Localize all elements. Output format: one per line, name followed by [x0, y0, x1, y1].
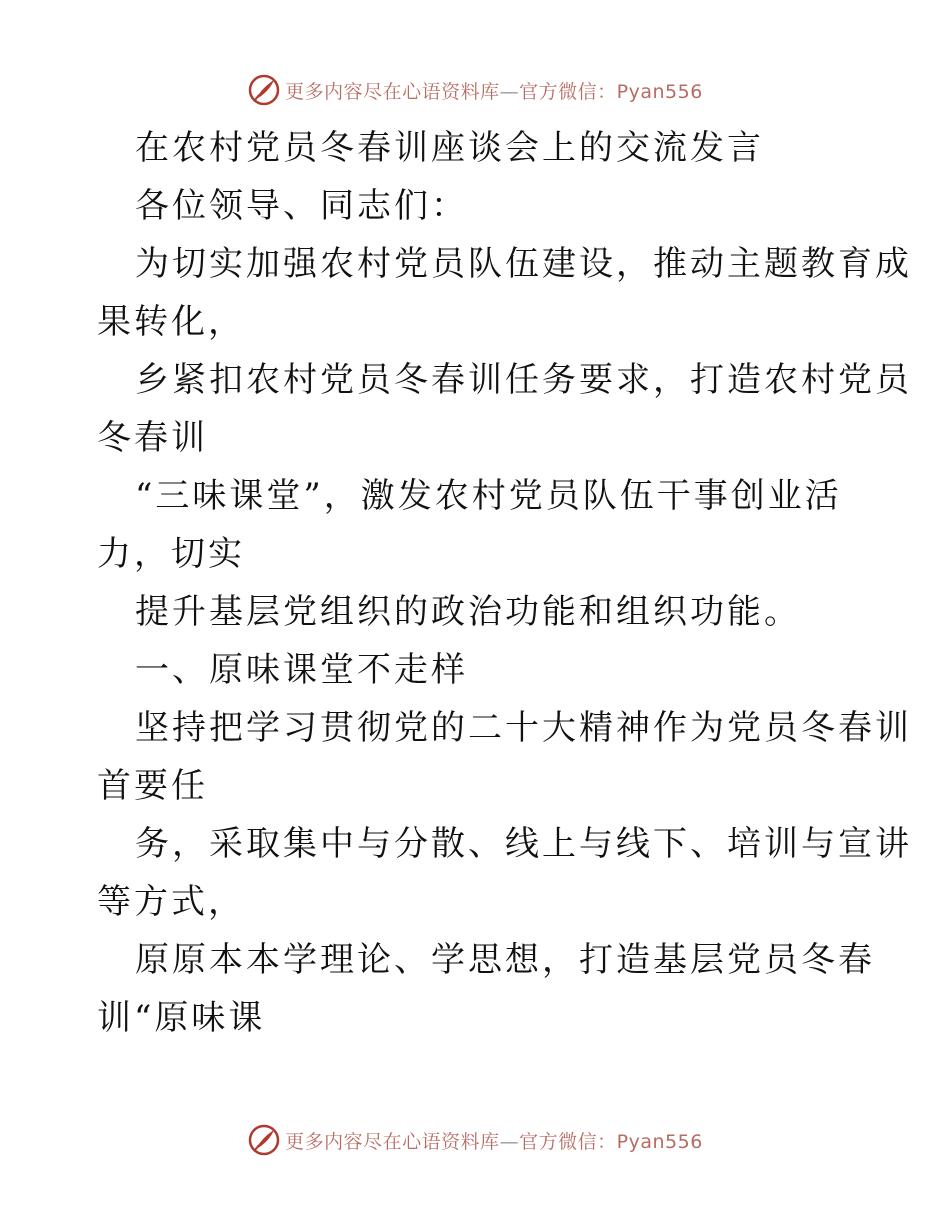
quill-logo-icon — [247, 73, 281, 107]
watermark-suffix: 官方微信：Pyan556 — [519, 80, 703, 103]
paragraph-line: 提升基层党组织的政治功能和组织功能。 — [135, 592, 801, 632]
watermark-text — [285, 1127, 703, 1154]
paragraph-line: 为切实加强农村党员队伍建设，推动主题教育成 — [135, 244, 912, 284]
paragraph-line: 果转化， — [97, 302, 245, 342]
paragraph-line: 首要任 — [97, 766, 208, 806]
paragraph-line: 乡紧扣农村党员冬春训任务要求，打造农村党员 — [135, 360, 912, 400]
paragraph-line: 坚持把学习贯彻党的二十大精神作为党员冬春训 — [135, 708, 912, 748]
paragraph-line: “三味课堂”，激发农村党员队伍干事创业活 — [135, 476, 842, 516]
quill-logo-icon — [247, 1123, 281, 1157]
document-title: 在农村党员冬春训座谈会上的交流发言 — [135, 128, 764, 168]
watermark-dash: — — [499, 80, 520, 103]
header-watermark — [0, 70, 950, 110]
watermark-suffix: 官方微信：Pyan556 — [519, 1130, 703, 1153]
paragraph-line: 力，切实 — [97, 534, 245, 574]
watermark-prefix: 更多内容尽在心语资料库 — [285, 80, 500, 103]
paragraph-line: 冬春训 — [97, 418, 208, 458]
salutation: 各位领导、同志们： — [135, 186, 468, 226]
watermark-dash: — — [499, 1130, 520, 1153]
paragraph-line: 等方式， — [97, 882, 245, 922]
paragraph-line: 务，采取集中与分散、线上与线下、培训与宣讲 — [135, 824, 912, 864]
watermark-prefix: 更多内容尽在心语资料库 — [285, 1130, 500, 1153]
paragraph-line: 训“原味课 — [97, 998, 266, 1038]
watermark-text — [285, 77, 703, 104]
paragraph-line: 原原本本学理论、学思想，打造基层党员冬春 — [135, 940, 875, 980]
section-heading: 一、原味课堂不走样 — [135, 650, 468, 690]
footer-watermark — [0, 1120, 950, 1160]
